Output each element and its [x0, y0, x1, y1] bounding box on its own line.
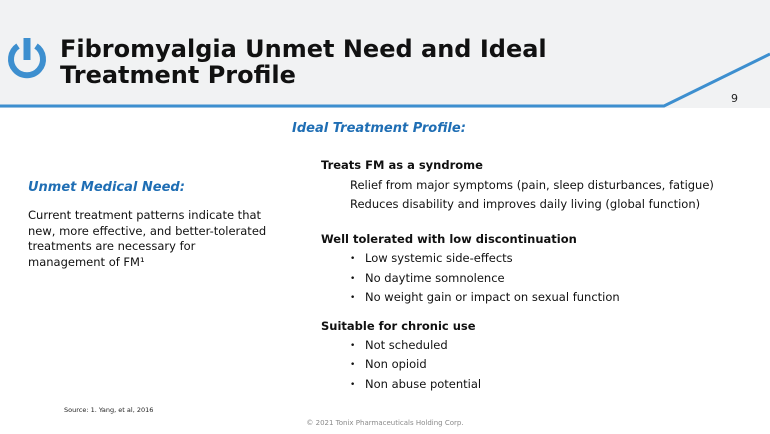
unmet-need-body: Current treatment patterns indicate that new, more effective, and better-tolerated treatments are necessary for management of FM¹	[28, 208, 267, 269]
section-heading-chronic-use: Suitable for chronic use	[321, 319, 476, 333]
list-item	[350, 271, 505, 285]
bullet-icon: •	[350, 380, 356, 390]
bullet-text: No weight gain or impact on sexual function	[365, 290, 620, 304]
bullet-icon: •	[350, 254, 356, 264]
bullet-icon: •	[350, 360, 356, 370]
list-item: Reduces disability and improves daily living (global function)	[350, 197, 701, 211]
bullet-text: No daytime somnolence	[365, 271, 505, 285]
slide-title-line-2: Treatment Profile	[60, 61, 296, 89]
bullet-text: Non abuse potential	[365, 377, 482, 391]
unmet-need-heading: Unmet Medical Need:	[28, 180, 185, 195]
slide-title-line-1: Fibromyalgia Unmet Need and Ideal	[60, 35, 547, 63]
section-heading-tolerability: Well tolerated with low discontinuation	[321, 232, 577, 246]
footer-copyright: © 2021 Tonix Pharmaceuticals Holding Corp.	[306, 419, 464, 427]
bullet-text: Low systemic side-effects	[365, 251, 513, 265]
bullet-icon: •	[350, 274, 356, 284]
bullet-text: Not scheduled	[365, 338, 448, 352]
list-item	[350, 338, 448, 352]
page-number: 9	[731, 92, 738, 105]
list-item	[350, 377, 481, 391]
bullet-icon: •	[350, 293, 356, 303]
ideal-profile-heading: Ideal Treatment Profile:	[292, 121, 466, 136]
bullet-text: Non opioid	[365, 357, 427, 371]
list-item	[350, 357, 427, 371]
list-item	[350, 251, 513, 265]
header-divider	[0, 40, 770, 110]
bullet-icon: •	[350, 341, 356, 351]
list-item: Relief from major symptoms (pain, sleep disturbances, fatigue)	[350, 178, 714, 192]
source-citation: Source: 1. Yang, et al, 2016	[64, 406, 154, 414]
list-item	[350, 290, 620, 304]
section-heading-syndrome: Treats FM as a syndrome	[321, 158, 483, 172]
